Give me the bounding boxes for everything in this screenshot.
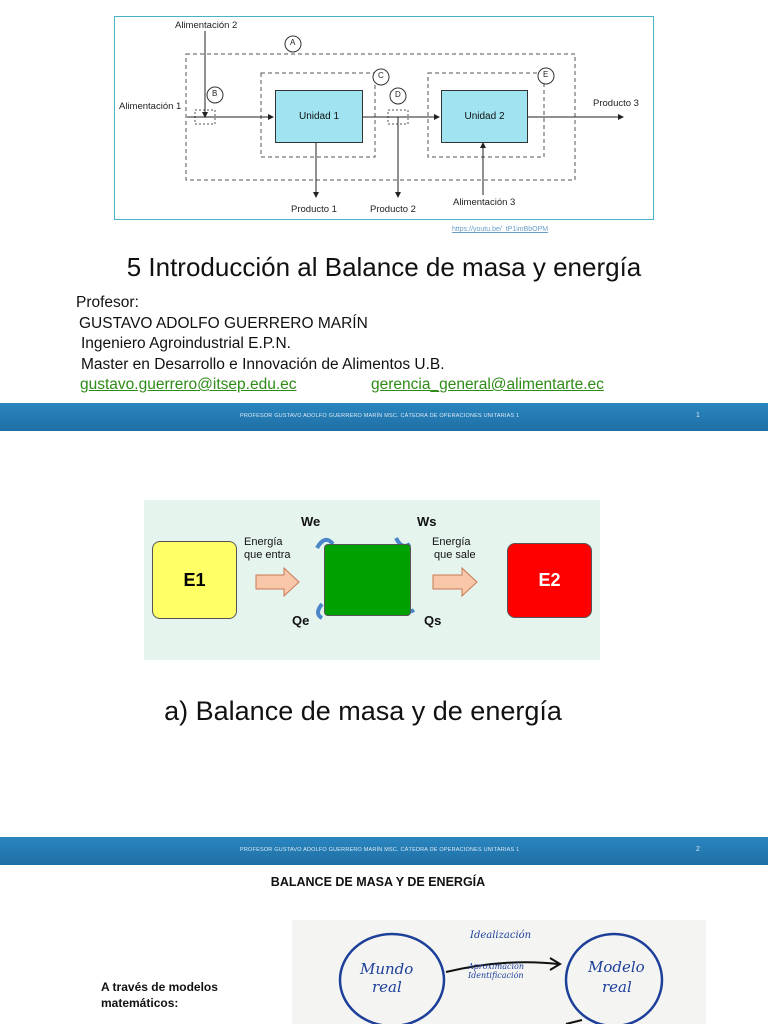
- youtube-link[interactable]: https://youtu.be/_tP1imBbOPM: [452, 226, 549, 233]
- email-link-1[interactable]: gustavo.guerrero@itsep.edu.ec: [80, 376, 297, 393]
- mundo-text-1: Mundo: [360, 960, 414, 978]
- energy-out-line2: que sale: [434, 549, 476, 561]
- label-alim2: Alimentación 2: [175, 20, 238, 31]
- label-a: A: [290, 38, 296, 47]
- arrow-energy-in: [256, 568, 299, 596]
- we-label: We: [301, 514, 321, 529]
- process-diagram-lines: [115, 17, 655, 221]
- idealizacion-text: Idealización: [470, 930, 532, 941]
- sketch-model-diagram: [292, 920, 706, 1024]
- identificacion-text: Identificación: [468, 971, 524, 980]
- label-producto1: Producto 1: [291, 204, 337, 215]
- footer-text-2: PROFESOR GUSTAVO ADOLFO GUERRERO MARÍN MSC. CÁTEDRA DE OPERACIONES UNITARIAS 1: [240, 847, 520, 853]
- page-number-2: 2: [696, 846, 700, 853]
- label-c: C: [378, 71, 384, 80]
- system-box: [324, 544, 411, 616]
- energy-diagram: [144, 500, 600, 660]
- slide3-title: BALANCE DE MASA Y DE ENERGÍA: [270, 875, 486, 889]
- label-b: B: [212, 89, 218, 98]
- label-alim1: Alimentación 1: [119, 101, 182, 112]
- degree-1: Ingeniero Agroindustrial E.P.N.: [81, 335, 291, 352]
- unit-2: Unidad 2: [441, 90, 528, 143]
- qe-curl-icon: [318, 604, 322, 618]
- slide1-title: 5 Introducción al Balance de masa y energía: [126, 252, 642, 282]
- professor-name: GUSTAVO ADOLFO GUERRERO MARÍN: [79, 315, 368, 332]
- e2-box: E2: [507, 543, 592, 618]
- arrow-energy-out: [433, 568, 477, 596]
- energy-in-line2: que entra: [244, 549, 291, 561]
- modelo-text-1: Modelo: [588, 958, 645, 976]
- mundo-text-2: real: [372, 978, 402, 996]
- footer-bar-2: [0, 837, 768, 865]
- slide2-title: a) Balance de masa y de energía: [164, 696, 562, 726]
- profesor-label: Profesor:: [76, 294, 139, 311]
- label-producto2: Producto 2: [370, 204, 416, 215]
- energy-in-line1: Energía: [244, 536, 283, 548]
- ws-label: Ws: [417, 514, 437, 529]
- label-alim3: Alimentación 3: [453, 197, 516, 208]
- qe-label: Qe: [292, 613, 310, 628]
- modelo-text-2: real: [602, 978, 632, 996]
- page-number-1: 1: [696, 412, 700, 419]
- process-diagram: [114, 16, 654, 220]
- energy-out-line1: Energía: [432, 536, 471, 548]
- label-d: D: [395, 90, 401, 99]
- footer-text-1: PROFESOR GUSTAVO ADOLFO GUERRERO MARÍN MSC. CÁTEDRA DE OPERACIONES UNITARIAS 1: [240, 413, 520, 419]
- footer-bar-1: [0, 403, 768, 431]
- degree-2: Master en Desarrollo e Innovación de Alimentos U.B.: [81, 356, 445, 373]
- unit-1: Unidad 1: [275, 90, 363, 143]
- aproximacion-text: Aproximación: [468, 962, 524, 971]
- qs-label: Qs: [424, 613, 442, 628]
- label-e: E: [543, 70, 549, 79]
- e1-box: E1: [152, 541, 237, 619]
- label-producto3: Producto 3: [593, 98, 639, 109]
- email-link-2[interactable]: gerencia_general@alimentarte.ec: [371, 376, 604, 393]
- models-text: A través de modelos matemáticos:: [101, 980, 218, 1010]
